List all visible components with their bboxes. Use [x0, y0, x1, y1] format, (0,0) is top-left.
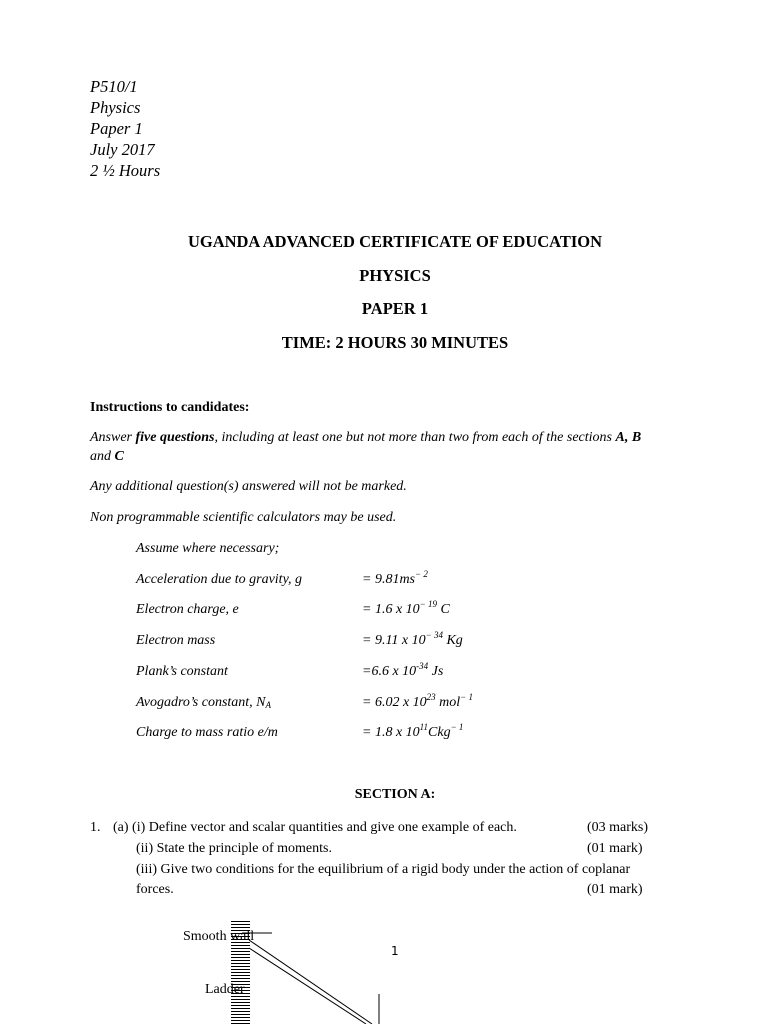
- question-1a-iii-cont: forces.: [136, 882, 174, 897]
- constant-value-main: = 1.6 x 10: [362, 602, 420, 617]
- instruction-answer-mid: , including at least one but not more than two from each of the sections: [214, 430, 616, 445]
- smooth-wall-label: Smooth wall: [183, 929, 255, 944]
- instruction-answer-sections: A, B: [615, 430, 642, 445]
- instruction-answer-bold: five questions: [135, 430, 215, 445]
- constant-value-main: = 9.81ms: [362, 572, 416, 587]
- constant-label: Electron mass: [136, 633, 216, 648]
- exam-paper-title: PAPER 1: [361, 299, 429, 318]
- question-1a-iii-marks: (01 mark): [587, 882, 643, 897]
- section-heading: SECTION A:: [354, 787, 436, 802]
- constant-value-main: = 1.8 x 10: [362, 725, 420, 740]
- constant-value-unit: Js: [428, 664, 444, 679]
- constant-label: [136, 695, 271, 711]
- constant-label: Charge to mass ratio e/m: [136, 725, 278, 740]
- question-1a-ii: (ii) State the principle of moments.: [136, 841, 332, 856]
- constant-value-unit: Kg: [442, 633, 463, 648]
- instruction-answer-pre: Answer: [90, 430, 136, 445]
- question-number: 1.: [90, 820, 101, 835]
- question-1a-i-marks: (03 marks): [587, 820, 649, 835]
- question-1a-iii: (iii) Give two conditions for the equilibrium of a rigid body under the action of coplanar: [136, 862, 631, 877]
- constant-value: [362, 599, 450, 618]
- instruction-answer-section-c: C: [114, 449, 124, 464]
- paper-code: P510/1: [90, 77, 138, 96]
- exam-board-title: UGANDA ADVANCED CERTIFICATE OF EDUCATION: [187, 232, 603, 251]
- constant-value-exponent: 23: [426, 692, 436, 702]
- instruction-answer-and: and: [90, 449, 115, 464]
- constant-value-unit-exponent: − 1: [450, 722, 464, 732]
- constant-value: [362, 661, 444, 680]
- constant-label-main: Avogadro’s constant, N: [136, 695, 266, 710]
- constant-value: [362, 569, 428, 588]
- paper-number: Paper 1: [90, 119, 143, 138]
- constant-value-unit-exponent: − 1: [460, 692, 473, 702]
- paper-subject: Physics: [90, 98, 141, 117]
- instruction-additional: Any additional question(s) answered will not be marked.: [90, 479, 407, 494]
- constant-value-exponent: − 2: [415, 569, 428, 579]
- constant-value-unit: mol: [435, 695, 461, 710]
- ladder-diagram: [0, 900, 768, 1024]
- ladder-rail-top: [249, 940, 372, 1024]
- constant-value-main: =6.6 x 10: [362, 664, 417, 679]
- constant-label-subscript: A: [265, 700, 272, 710]
- constant-label: Acceleration due to gravity, g: [136, 572, 303, 587]
- constant-value-main: = 9.11 x 10: [362, 633, 426, 648]
- question-1a-i: (a) (i) Define vector and scalar quantities and give one example of each.: [113, 820, 517, 835]
- instruction-assume: Assume where necessary;: [136, 541, 280, 556]
- constant-label: Plank’s constant: [136, 664, 228, 679]
- constant-value-unit: C: [437, 602, 450, 617]
- exam-subject-title: PHYSICS: [359, 266, 431, 285]
- constant-value-exponent: − 19: [419, 599, 437, 609]
- paper-date: July 2017: [90, 140, 155, 159]
- constant-value-exponent: − 34: [425, 630, 443, 640]
- instructions-heading: Instructions to candidates:: [90, 400, 250, 415]
- ladder-label: Ladder: [205, 982, 245, 997]
- constant-value: [362, 630, 463, 649]
- constant-value: [362, 692, 473, 711]
- page-number: 1: [391, 944, 399, 958]
- instruction-calculators: Non programmable scientific calculators may be used.: [90, 510, 397, 525]
- constant-value-exponent: -34: [416, 661, 429, 671]
- instruction-answer-cont: [90, 449, 124, 465]
- question-1a-ii-marks: (01 mark): [587, 841, 643, 856]
- instruction-answer: [90, 430, 641, 446]
- constant-value: [362, 722, 464, 741]
- constant-label: Electron charge, e: [136, 602, 239, 617]
- paper-duration: 2 ½ Hours: [90, 161, 161, 180]
- exam-time-title: TIME: 2 HOURS 30 MINUTES: [281, 333, 509, 352]
- ladder-rail-bottom: [249, 948, 366, 1024]
- constant-value-main: = 6.02 x 10: [362, 695, 427, 710]
- constant-value-unit: Ckg: [428, 725, 451, 740]
- constant-value-exponent: 11: [419, 722, 429, 732]
